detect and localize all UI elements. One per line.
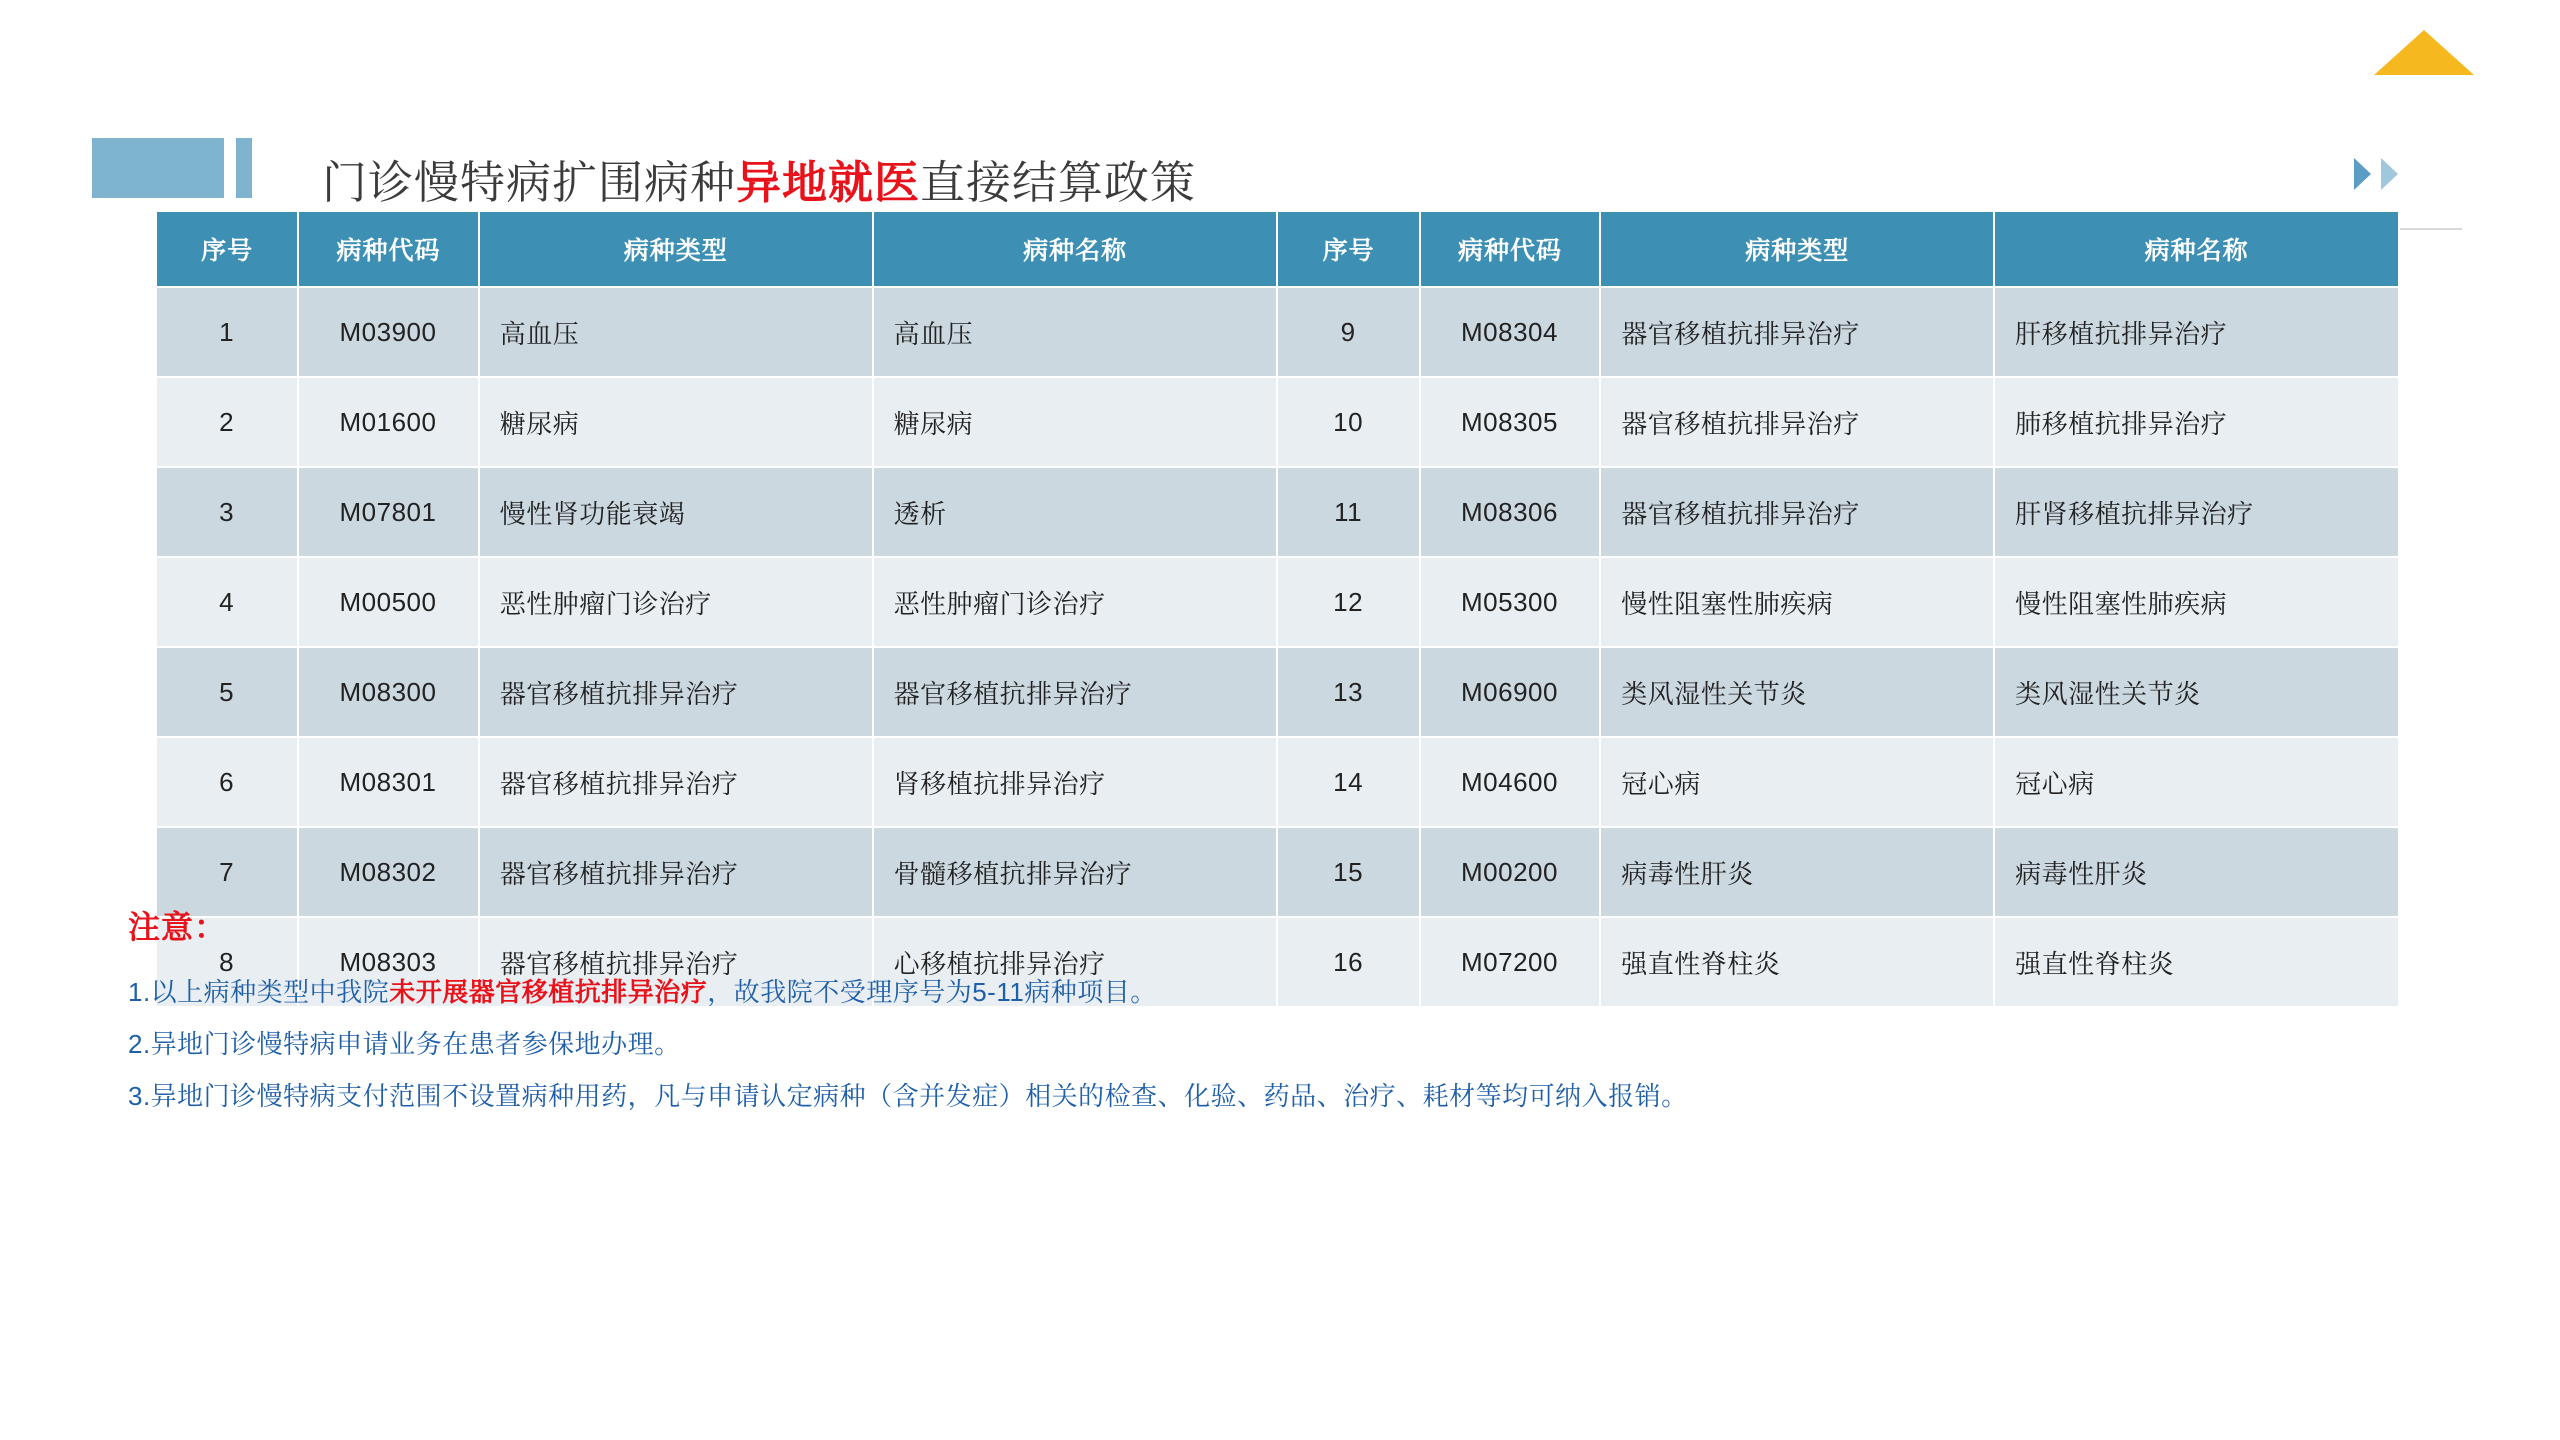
table-cell: 8 — [156, 917, 298, 1007]
table-cell: 器官移植抗排异治疗 — [1600, 467, 1994, 557]
chevron-right-icon — [2354, 158, 2371, 190]
table-cell: 1 — [156, 287, 298, 377]
table-cell: M08304 — [1420, 287, 1601, 377]
table-cell: 器官移植抗排异治疗 — [479, 737, 873, 827]
page-title-part2: 直接结算政策 — [920, 157, 1197, 208]
table-cell: 5 — [156, 647, 298, 737]
table-cell: 2 — [156, 377, 298, 467]
table-cell: M00500 — [298, 557, 479, 647]
note-line-1-highlight: 未开展器官移植抗排异治疗 — [389, 977, 708, 1007]
table-cell: M03900 — [298, 287, 479, 377]
note-line-1-part-a: 1.以上病种类型中我院 — [128, 977, 390, 1007]
page-title-part1: 门诊慢特病扩围病种 — [322, 157, 737, 208]
table-cell: 恶性肿瘤门诊治疗 — [479, 557, 873, 647]
table-cell: 肾移植抗排异治疗 — [873, 737, 1278, 827]
col-header-type-right: 病种类型 — [1600, 211, 1994, 287]
table-cell: 病毒性肝炎 — [1600, 827, 1994, 917]
table-cell: M08306 — [1420, 467, 1601, 557]
table-cell: 透析 — [873, 467, 1278, 557]
chevron-right-icon-light — [2381, 158, 2398, 190]
table-cell: M01600 — [298, 377, 479, 467]
table-cell: M00200 — [1420, 827, 1601, 917]
col-header-seq-left: 序号 — [156, 211, 298, 287]
table-cell: 3 — [156, 467, 298, 557]
page-header — [0, 62, 2560, 208]
table-cell: M08301 — [298, 737, 479, 827]
table-header-row — [156, 211, 2399, 287]
table-cell: 强直性脊柱炎 — [1600, 917, 1994, 1007]
table-cell: 肺移植抗排异治疗 — [1994, 377, 2399, 467]
page-title-highlight: 异地就医 — [736, 157, 921, 208]
table-cell: M08303 — [298, 917, 479, 1007]
table-cell: 15 — [1277, 827, 1419, 917]
table-cell: 恶性肿瘤门诊治疗 — [873, 557, 1278, 647]
note-line-1-part-b: ，故我院不受理序号为5-11病种项目。 — [707, 977, 1157, 1007]
notes-section — [128, 902, 2428, 1122]
header-accent-block-large — [92, 138, 224, 198]
table-cell: 6 — [156, 737, 298, 827]
table-cell: 肝肾移植抗排异治疗 — [1994, 467, 2399, 557]
table-cell: 器官移植抗排异治疗 — [479, 827, 873, 917]
header-accent-block-small — [236, 138, 252, 198]
table-cell: 骨髓移植抗排异治疗 — [873, 827, 1278, 917]
table-cell: 器官移植抗排异治疗 — [479, 647, 873, 737]
table-cell: 类风湿性关节炎 — [1600, 647, 1994, 737]
table-cell: M05300 — [1420, 557, 1601, 647]
table-cell: 肝移植抗排异治疗 — [1994, 287, 2399, 377]
table-cell: 类风湿性关节炎 — [1994, 647, 2399, 737]
col-header-name-left: 病种名称 — [873, 211, 1278, 287]
table-cell: 糖尿病 — [873, 377, 1278, 467]
col-header-code-right: 病种代码 — [1420, 211, 1601, 287]
table-cell: 器官移植抗排异治疗 — [479, 917, 873, 1007]
table-cell: 冠心病 — [1994, 737, 2399, 827]
table-cell: 冠心病 — [1600, 737, 1994, 827]
table-cell: 慢性肾功能衰竭 — [479, 467, 873, 557]
table-row — [156, 737, 2399, 827]
col-header-name-right: 病种名称 — [1994, 211, 2399, 287]
table-cell: M08302 — [298, 827, 479, 917]
table-cell: 11 — [1277, 467, 1419, 557]
table-row — [156, 557, 2399, 647]
table-cell: 慢性阻塞性肺疾病 — [1600, 557, 1994, 647]
note-line-3: 3.异地门诊慢特病支付范围不设置病种用药，凡与申请认定病种（含并发症）相关的检查、化验、药品、治疗、耗材等均可纳入报销。 — [128, 1081, 1688, 1111]
table-row — [156, 377, 2399, 467]
table-cell: M08305 — [1420, 377, 1601, 467]
table-cell: 高血压 — [873, 287, 1278, 377]
table-cell: 器官移植抗排异治疗 — [1600, 377, 1994, 467]
table-cell: M07801 — [298, 467, 479, 557]
disease-table — [155, 210, 2400, 1008]
table-row — [156, 467, 2399, 557]
table-cell: 糖尿病 — [479, 377, 873, 467]
table-cell: 12 — [1277, 557, 1419, 647]
table-row — [156, 287, 2399, 377]
table-cell: 器官移植抗排异治疗 — [1600, 287, 1994, 377]
table-cell: 病毒性肝炎 — [1994, 827, 2399, 917]
table-cell: 10 — [1277, 377, 1419, 467]
note-line-1 — [128, 966, 2428, 1018]
table-cell: 心移植抗排异治疗 — [873, 917, 1278, 1007]
page-title — [322, 146, 1196, 211]
table-cell: 强直性脊柱炎 — [1994, 917, 2399, 1007]
table-cell: M06900 — [1420, 647, 1601, 737]
table-cell: 高血压 — [479, 287, 873, 377]
table-cell: 14 — [1277, 737, 1419, 827]
table-cell: 16 — [1277, 917, 1419, 1007]
table-cell: 4 — [156, 557, 298, 647]
table-cell: 13 — [1277, 647, 1419, 737]
col-header-type-left: 病种类型 — [479, 211, 873, 287]
table-cell: M04600 — [1420, 737, 1601, 827]
disease-table-container — [155, 210, 2400, 1008]
chevron-right-icon-group — [2354, 158, 2398, 190]
table-cell: 器官移植抗排异治疗 — [873, 647, 1278, 737]
col-header-code-left: 病种代码 — [298, 211, 479, 287]
notes-title: 注意： — [128, 909, 228, 945]
note-line-2: 2.异地门诊慢特病申请业务在患者参保地办理。 — [128, 1029, 681, 1059]
table-cell: M08300 — [298, 647, 479, 737]
table-row — [156, 647, 2399, 737]
table-cell: 9 — [1277, 287, 1419, 377]
table-cell: M07200 — [1420, 917, 1601, 1007]
table-cell: 慢性阻塞性肺疾病 — [1994, 557, 2399, 647]
triangle-decoration-icon — [2374, 30, 2474, 75]
table-cell: 7 — [156, 827, 298, 917]
col-header-seq-right: 序号 — [1277, 211, 1419, 287]
